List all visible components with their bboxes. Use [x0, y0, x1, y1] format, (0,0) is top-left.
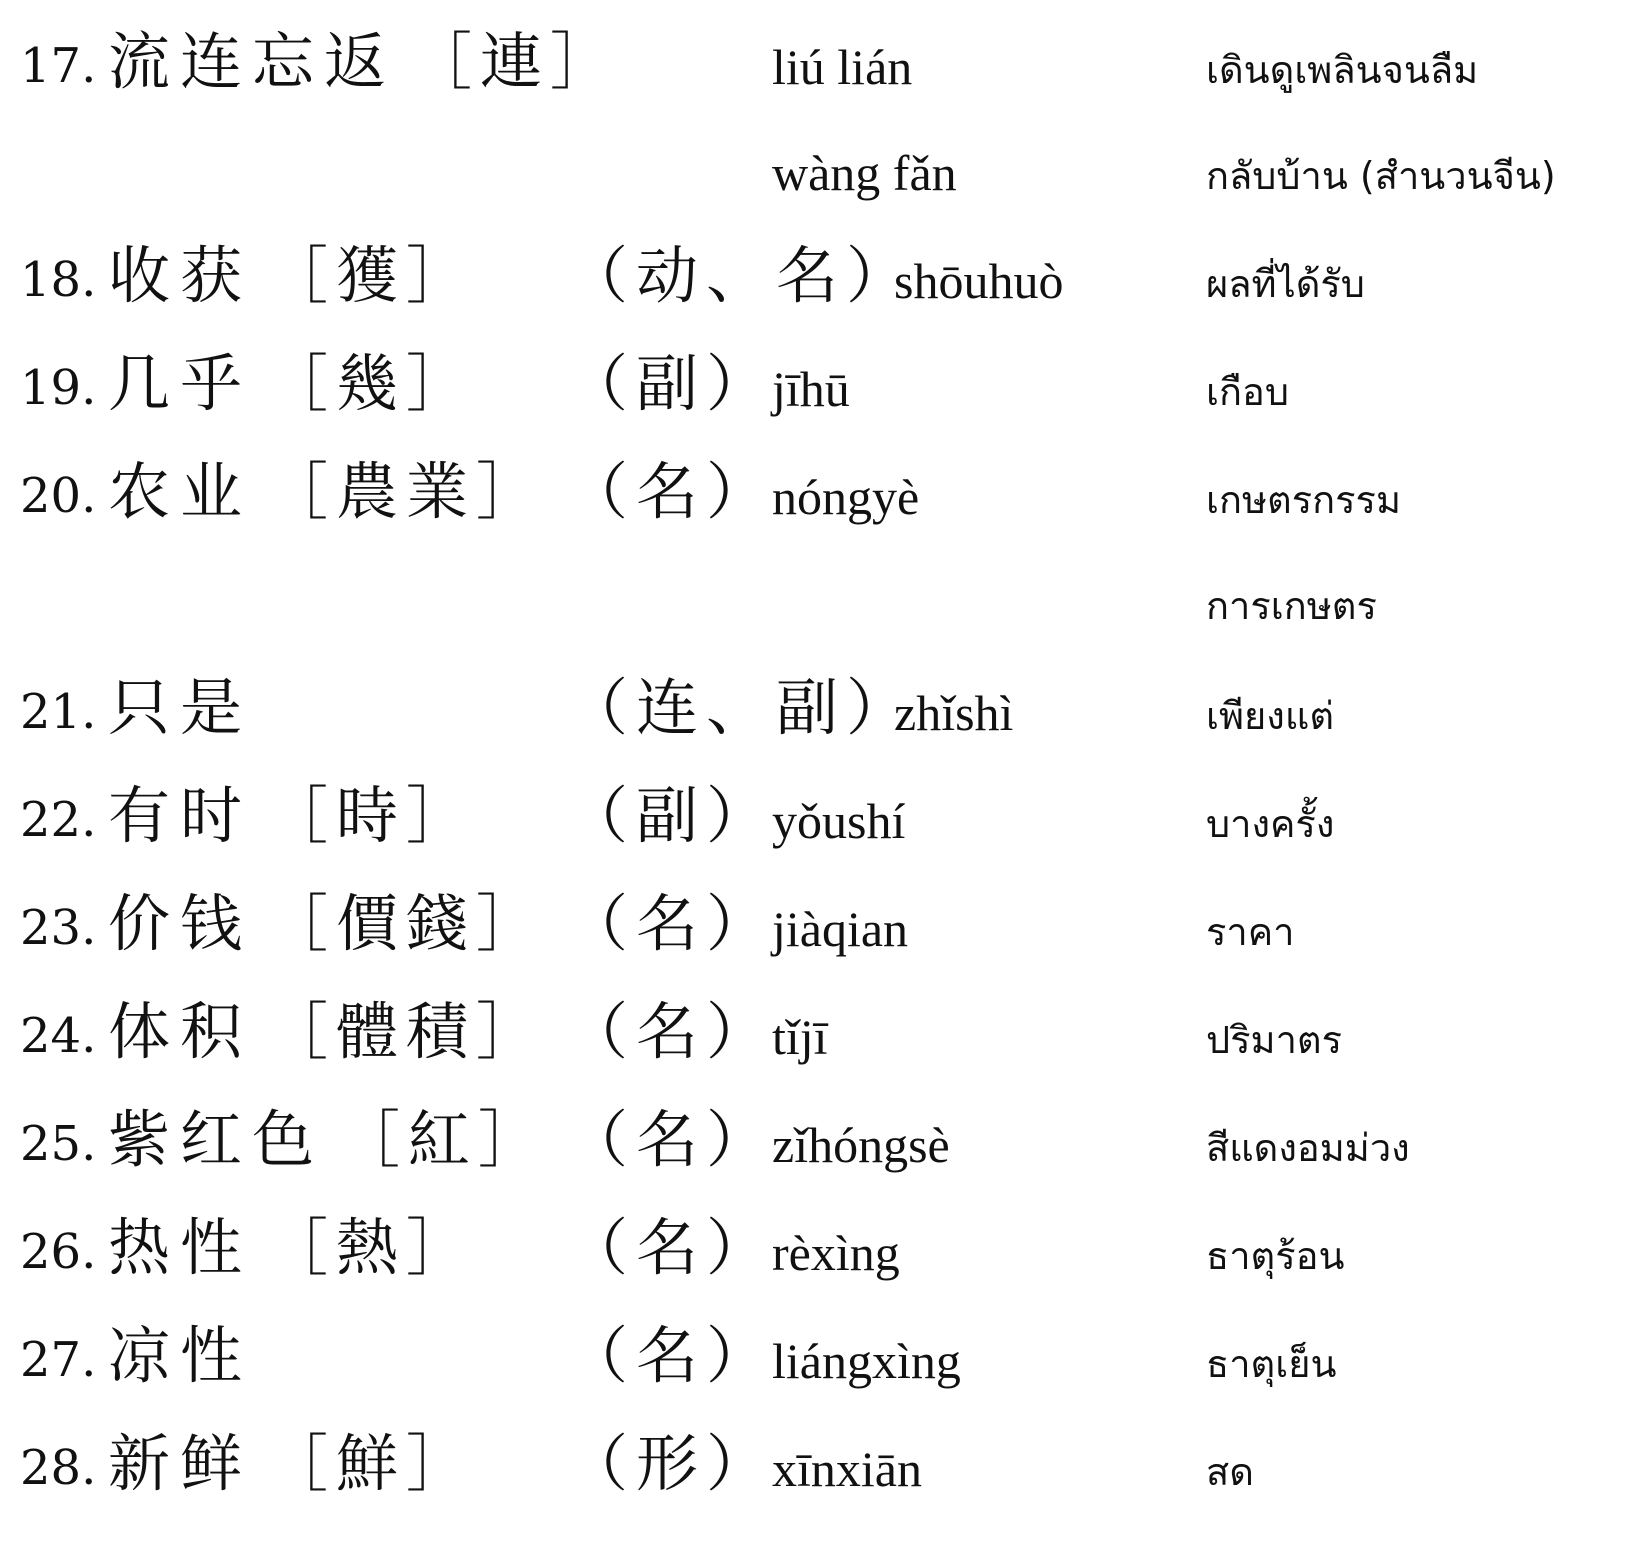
entry-number: 18. [20, 252, 97, 308]
entry-thai-meaning: สีแดงอมม่วง [1206, 1126, 1410, 1170]
entry-part-of-speech: （副） [566, 347, 777, 420]
simplified-chars: 农业 [108, 455, 253, 528]
entry-thai-meaning: ธาตุเย็น [1206, 1342, 1337, 1386]
entry-pinyin: shōuhuò [894, 253, 1064, 309]
vocab-entry-17-continued [0, 122, 1649, 222]
entry-thai-meaning: กลับบ้าน (สำนวนจีน) [1206, 154, 1556, 198]
traditional-chars: ［價錢］ [266, 887, 547, 960]
entry-part-of-speech: （形） [566, 1427, 777, 1500]
entry-word [108, 456, 546, 528]
entry-pinyin: xīnxiān [772, 1441, 922, 1497]
entry-pinyin: zhǐshì [894, 685, 1014, 741]
entry-number: 25. [20, 1116, 97, 1172]
vocab-entry-27 [0, 1310, 1649, 1410]
entry-word [108, 1428, 476, 1500]
traditional-chars: ［熱］ [266, 1211, 477, 1284]
simplified-chars: 有时 [108, 779, 253, 852]
vocab-entry-20 [0, 446, 1649, 546]
entry-thai-meaning: ปริมาตร [1206, 1018, 1343, 1062]
entry-word [108, 1212, 476, 1284]
vocab-entry-28 [0, 1418, 1649, 1518]
entry-part-of-speech: （名） [566, 887, 777, 960]
vocab-entry-25 [0, 1094, 1649, 1194]
entry-thai-meaning: บางครั้ง [1206, 802, 1335, 846]
simplified-chars: 收获 [108, 239, 253, 312]
traditional-chars: ［幾］ [266, 347, 477, 420]
entry-pinyin: wàng fǎn [772, 145, 957, 201]
entry-thai-meaning: การเกษตร [1206, 584, 1377, 628]
traditional-chars: ［獲］ [266, 239, 477, 312]
simplified-chars: 价钱 [108, 887, 253, 960]
entry-pinyin: yǒushí [772, 793, 906, 849]
entry-thai-meaning: ธาตุร้อน [1206, 1234, 1345, 1278]
traditional-chars: ［時］ [266, 779, 477, 852]
simplified-chars: 紫红色 [108, 1103, 325, 1176]
entry-word [108, 780, 476, 852]
entry-word [108, 240, 476, 312]
entry-number: 20. [20, 468, 97, 524]
simplified-chars: 热性 [108, 1211, 253, 1284]
entry-part-of-speech: （名） [566, 1211, 777, 1284]
traditional-chars: ［紅］ [338, 1103, 549, 1176]
entry-word [108, 26, 620, 98]
entry-number: 27. [20, 1332, 97, 1388]
entry-word [108, 672, 266, 744]
vocab-entry-20-continued [0, 552, 1649, 652]
entry-pinyin: nóngyè [772, 469, 920, 525]
entry-pinyin: jīhū [772, 361, 850, 417]
simplified-chars: 几乎 [108, 347, 253, 420]
vocab-entry-19 [0, 338, 1649, 438]
entry-number: 17. [20, 38, 97, 94]
traditional-chars: ［連］ [410, 25, 621, 98]
entry-part-of-speech: （名） [566, 455, 777, 528]
entry-part-of-speech: （名） [566, 995, 777, 1068]
entry-number: 21. [20, 684, 97, 740]
simplified-chars: 体积 [108, 995, 253, 1068]
simplified-chars: 只是 [108, 671, 253, 744]
entry-number: 24. [20, 1008, 97, 1064]
entry-thai-meaning: ราคา [1206, 910, 1295, 954]
entry-pinyin: zǐhóngsè [772, 1117, 950, 1173]
entry-thai-meaning: เพียงแต่ [1206, 694, 1335, 738]
simplified-chars: 流连忘返 [108, 25, 397, 98]
vocab-entry-23 [0, 878, 1649, 978]
entry-part-of-speech: （副） [566, 779, 777, 852]
simplified-chars: 凉性 [108, 1319, 253, 1392]
entry-pinyin: rèxìng [772, 1225, 900, 1281]
traditional-chars: ［體積］ [266, 995, 547, 1068]
entry-number: 22. [20, 792, 97, 848]
entry-thai-meaning: เดินดูเพลินจนลืม [1206, 48, 1479, 92]
entry-pinyin: liú lián [772, 39, 913, 95]
entry-thai-meaning: เกือบ [1206, 370, 1289, 414]
entry-word [108, 888, 546, 960]
entry-pinyin: liángxìng [772, 1333, 961, 1389]
entry-number: 28. [20, 1440, 97, 1496]
vocab-entry-22 [0, 770, 1649, 870]
entry-word [108, 1320, 266, 1392]
entry-thai-meaning: เกษตรกรรม [1206, 478, 1402, 522]
entry-thai-meaning: ผลที่ได้รับ [1206, 262, 1365, 306]
entry-part-of-speech: （名） [566, 1103, 777, 1176]
entry-word [108, 1104, 548, 1176]
vocab-entry-26 [0, 1202, 1649, 1302]
vocab-entry-18 [0, 230, 1649, 330]
entry-word [108, 348, 476, 420]
simplified-chars: 新鲜 [108, 1427, 253, 1500]
entry-thai-meaning: สด [1206, 1450, 1254, 1494]
entry-number: 19. [20, 360, 97, 416]
entry-number: 26. [20, 1224, 97, 1280]
traditional-chars: ［鮮］ [266, 1427, 477, 1500]
entry-word [108, 996, 546, 1068]
entry-part-of-speech: （名） [566, 1319, 777, 1392]
vocab-entry-24 [0, 986, 1649, 1086]
entry-part-of-speech: （动、名） [566, 239, 917, 312]
entry-pinyin: tǐjī [772, 1009, 828, 1065]
vocab-entry-21 [0, 662, 1649, 762]
entry-part-of-speech: （连、副） [566, 671, 917, 744]
traditional-chars: ［農業］ [266, 455, 547, 528]
entry-pinyin: jiàqian [772, 901, 909, 957]
vocab-entry-17 [0, 16, 1649, 116]
entry-number: 23. [20, 900, 97, 956]
